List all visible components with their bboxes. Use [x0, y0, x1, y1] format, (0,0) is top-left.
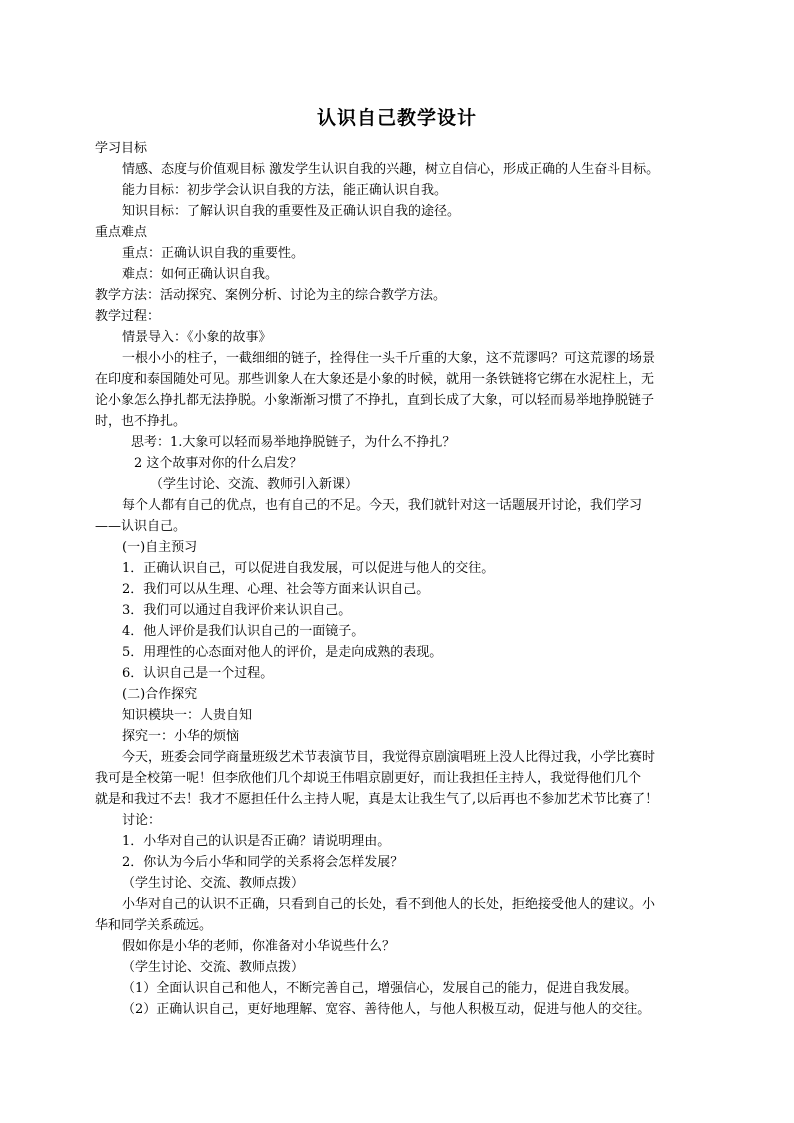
- list-item: （2）正确认识自己，更好地理解、宽容、善待他人，与他人积极互动，促进与他人的交往。: [122, 1002, 651, 1017]
- paragraph-line: 每个人都有自己的优点，也有自己的不足。今天，我们就针对这一话题展开讨论，我们学习: [122, 498, 643, 513]
- paragraph-line: 知识目标：了解认识自我的重要性及正确认识自我的途径。: [122, 204, 461, 219]
- list-item: 2．你认为今后小华和同学的关系将会怎样发展？: [122, 855, 404, 870]
- section-heading: 教学过程：: [95, 309, 161, 324]
- list-item: 2．我们可以从生理、心理、社会等方面来认识自己。: [122, 582, 430, 597]
- subsection-heading: (一)自主预习: [122, 540, 198, 555]
- paragraph-line: 就是和我过不去！我才不愿担任什么主持人呢，真是太让我生气了,以后再也不参加艺术节比赛了！: [95, 792, 659, 807]
- paragraph-line: （学生讨论、交流、教师点拨）: [122, 960, 305, 975]
- paragraph-line: 在印度和泰国随处可见。那些训象人在大象还是小象的时候，就用一条铁链将它绑在水泥柱上，无: [95, 372, 655, 387]
- subsection-heading: (二)合作探究: [122, 687, 198, 702]
- list-item: 1．正确认识自己，可以促进自我发展，可以促进与他人的交往。: [122, 561, 495, 576]
- section-heading: 教学方法：活动探究、案例分析、讨论为主的综合教学方法。: [95, 288, 447, 303]
- paragraph-line: 难点：如何正确认识自我。: [122, 267, 279, 282]
- paragraph-line: （学生讨论、交流、教师引入新课）: [150, 477, 359, 492]
- list-item: 4．他人评价是我们认识自己的一面镜子。: [122, 624, 365, 639]
- paragraph-line: 假如你是小华的老师，你准备对小华说些什么？: [122, 939, 396, 954]
- paragraph-line: 小华对自己的认识不正确，只看到自己的长处，看不到他人的长处，拒绝接受他人的建议。小: [122, 897, 656, 912]
- paragraph-line: 讨论：: [122, 813, 162, 828]
- section-heading: 学习目标: [95, 141, 148, 156]
- section-heading: 重点难点: [95, 225, 148, 240]
- paragraph-line: 思考：1.大象可以轻而易举地挣脱链子，为什么不挣扎？: [131, 435, 456, 450]
- paragraph-line: 2 这个故事对你的什么启发？: [134, 456, 303, 471]
- paragraph-line: ——认识自己。: [95, 519, 187, 534]
- paragraph-line: 论小象怎么挣扎都无法挣脱。小象渐渐习惯了不挣扎，直到长成了大象，可以轻而易举地挣脱链子: [95, 393, 655, 408]
- list-item: 5．用理性的心态面对他人的评价，是走向成熟的表现。: [122, 645, 443, 660]
- list-item: 3．我们可以通过自我评价来认识自己。: [122, 603, 352, 618]
- paragraph-line: 情感、态度与价值观目标 激发学生认识自我的兴趣，树立自信心，形成正确的人生奋斗目标。: [122, 162, 660, 177]
- paragraph-line: 探究一：小华的烦恼: [122, 729, 240, 744]
- paragraph-line: 知识模块一：人贵自知: [122, 708, 253, 723]
- paragraph-line: 我可是全校第一呢！但李欣他们几个却说王伟唱京剧更好，而让我担任主持人，我觉得他们几个: [95, 771, 642, 786]
- paragraph-line: 时，也不挣扎。: [95, 414, 187, 429]
- paragraph-line: （学生讨论、交流、教师点拨）: [122, 876, 305, 891]
- paragraph-line: 能力目标：初步学会认识自我的方法，能正确认识自我。: [122, 183, 448, 198]
- paragraph-line: 重点：正确认识自我的重要性。: [122, 246, 305, 261]
- document-title: 认识自己教学设计: [316, 107, 477, 129]
- list-item: （1）全面认识自己和他人，不断完善自己，增强信心，发展自己的能力，促进自我发展。: [122, 981, 638, 996]
- paragraph-line: 华和同学关系疏远。: [95, 918, 213, 933]
- list-item: 1．小华对自己的认识是否正确？请说明理由。: [122, 834, 391, 849]
- paragraph-line: 一根小小的柱子，一截细细的链子，拴得住一头千斤重的大象，这不荒谬吗？可这荒谬的场景: [122, 351, 656, 366]
- paragraph-line: 情景导入：《小象的故事》: [122, 330, 272, 345]
- paragraph-line: 今天，班委会同学商量班级艺术节表演节目，我觉得京剧演唱班上没人比得过我，小学比赛时: [122, 750, 656, 765]
- list-item: 6．认识自己是一个过程。: [122, 666, 274, 681]
